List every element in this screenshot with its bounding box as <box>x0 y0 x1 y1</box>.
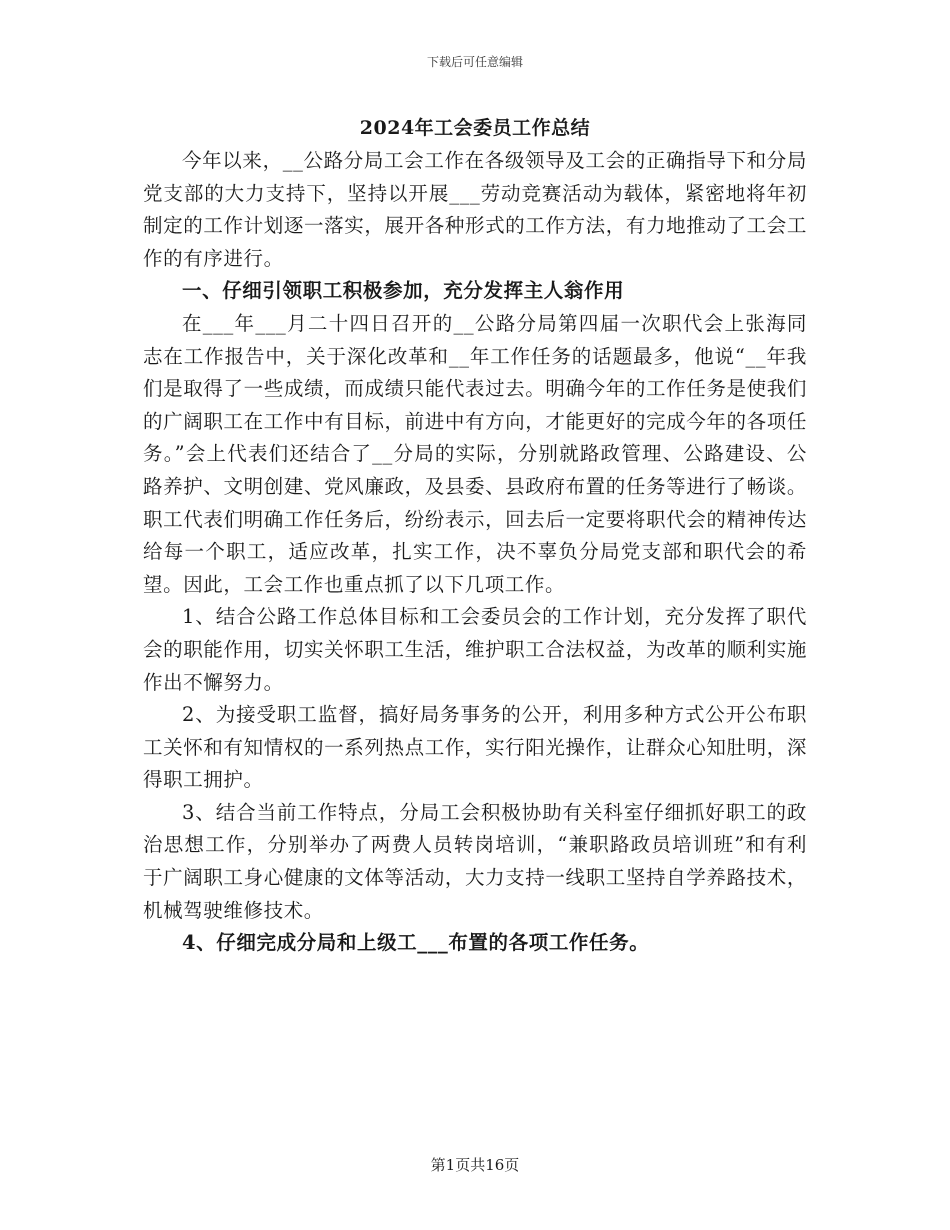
list-item-3: 3、结合当前工作特点，分局工会积极协助有关科室仔细抓好职工的政治思想工作，分别举办了两费人员转岗培训，“兼职路政员培训班”和有利于广阔职工身心健康的文体等活动，大力支持一线职工坚持自学养路技术，机械驾驶维修技术。 <box>143 800 807 922</box>
list-item-2: 2、为接受职工监督，搞好局务事务的公开，利用多种方式公开公布职工关怀和有知情权的一系列热点工作，实行阳光操作，让群众心知肚明，深得职工拥护。 <box>143 703 807 792</box>
intro-paragraph: 今年以来，__公路分局工会工作在各级领导及工会的正确指导下和分局党支部的大力支持下，坚持以开展___劳动竞赛活动为载体，紧密地将年初制定的工作计划逐一落实，展开各种形式的工作方法，有力地推动了工会工作的有序进行。 <box>143 149 807 270</box>
body-paragraph: 在___年___月二十四日召开的__公路分局第四届一次职代会上张海同志在工作报告中，关于深化改革和__年工作任务的话题最多，他说“__年我们是取得了一些成绩，而成绩只能代表过去。明确今年的工作任务是使我们的广阔职工在工作中有目标，前进中有方向，才能更好的完成今年的各项任务。”会上代表们还结合了__分局的实际，分别就路政管理、公路建设、公路养护、文明创建、党风廉政，及县委、县政府布置的任务等进行了畅谈。职工代表们明确工作任务后，纷纷表示，回去后一定要将职代会的精神传达给每一个职工，适应改革，扎实工作，决不辜负分局党支部和职代会的希望。因此，工会工作也重点抓了以下几项工作。 <box>143 311 807 596</box>
list-item-4-heading: 4、仔细完成分局和上级工___布置的各项工作任务。 <box>182 931 650 955</box>
document-body <box>143 145 807 960</box>
page-header-note: 下载后可任意编辑 <box>426 55 523 69</box>
document-title: 2024年工会委员工作总结 <box>359 117 591 139</box>
page-number: 第1页共16页 <box>430 1156 520 1174</box>
section-heading-1: 一、仔细引领职工积极参加，充分发挥主人翁作用 <box>182 279 625 303</box>
list-item-1: 1、结合公路工作总体目标和工会委员会的工作计划，充分发挥了职代会的职能作用，切实关怀职工生活，维护职工合法权益，为改革的顺利实施作出不懈努力。 <box>143 605 807 694</box>
